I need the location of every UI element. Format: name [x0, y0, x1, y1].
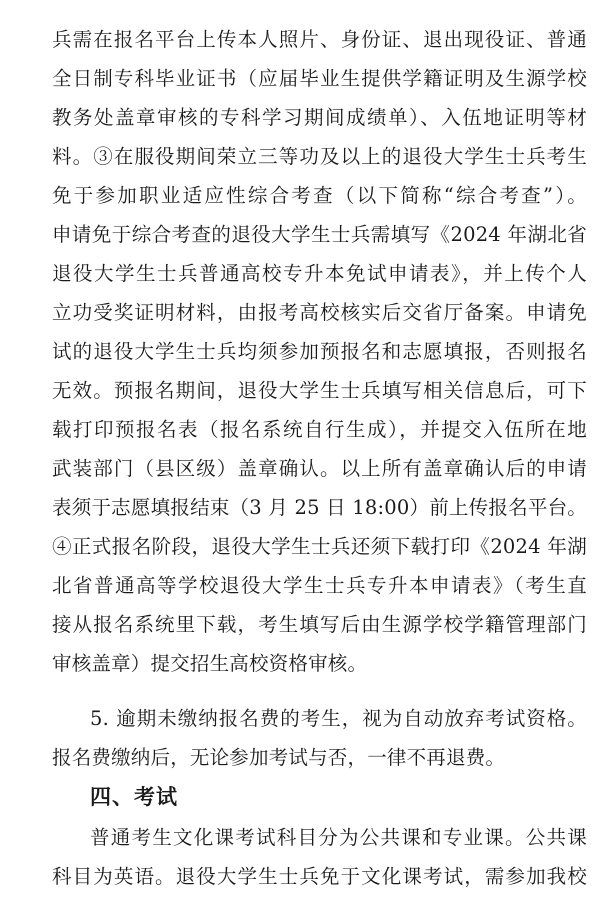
paragraph-line: 接从报名系统里下载，考生填写后由生源学校学籍管理部门	[52, 613, 587, 636]
section-heading: 四、考试	[90, 785, 178, 809]
paragraph-line: 武装部门（县区级）盖章确认。以上所有盖章确认后的申请	[52, 457, 587, 480]
paragraph-line: 普通考生文化课考试科目分为公共课和专业课。公共课	[90, 826, 587, 849]
paragraph-line: 退役大学生士兵普通高校专升本免试申请表》，并上传个人	[52, 262, 587, 285]
paragraph-line: 免于参加职业适应性综合考查（以下简称“综合考查”）。	[52, 184, 587, 207]
paragraph-line: 申请免于综合考查的退役大学生士兵需填写《2024 年湖北省	[52, 223, 587, 246]
paragraph-line: ④正式报名阶段，退役大学生士兵还须下载打印《2024 年湖	[52, 535, 587, 558]
paragraph-line: 报名费缴纳后，无论参加考试与否，一律不再退费。	[52, 746, 506, 769]
paragraph-line: 科目为英语。退役大学生士兵免于文化课考试，需参加我校	[52, 865, 587, 888]
paragraph-line: 试的退役大学生士兵均须参加预报名和志愿填报，否则报名	[52, 340, 587, 363]
paragraph-line: 无效。预报名期间，退役大学生士兵填写相关信息后，可下	[52, 379, 587, 402]
paragraph-line: 料。③在服役期间荣立三等功及以上的退役大学生士兵考生	[52, 145, 587, 168]
paragraph-line: 载打印预报名表（报名系统自行生成），并提交入伍所在地	[52, 418, 587, 441]
paragraph-line: 审核盖章）提交招生高校资格审核。	[52, 652, 368, 675]
paragraph-line: 5. 逾期未缴纳报名费的考生，视为自动放弃考试资格。	[90, 707, 587, 730]
paragraph-line: 立功受奖证明材料，由报考高校核实后交省厅备案。申请免	[52, 301, 587, 324]
paragraph-line: 北省普通高等学校退役大学生士兵专升本申请表》（考生直	[52, 574, 587, 597]
paragraph-line: 教务处盖章审核的专科学习期间成绩单）、入伍地证明等材	[52, 106, 587, 129]
paragraph-line: 兵需在报名平台上传本人照片、身份证、退出现役证、普通	[52, 28, 587, 51]
paragraph-line: 全日制专科毕业证书（应届毕业生提供学籍证明及生源学校	[52, 67, 587, 90]
paragraph-line: 表须于志愿填报结束（3 月 25 日 18:00）前上传报名平台。	[52, 496, 587, 519]
